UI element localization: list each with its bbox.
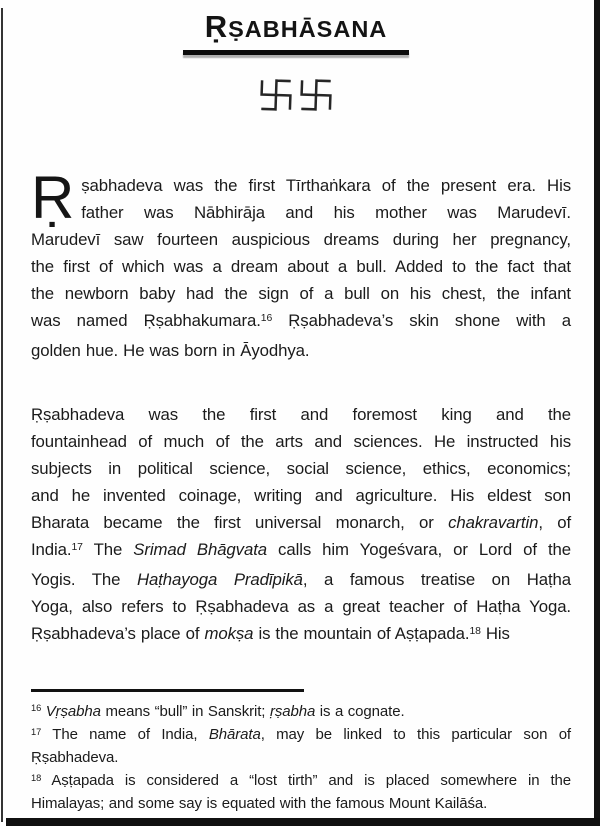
footnote [31, 724, 571, 770]
scan-left-edge-line [1, 8, 3, 822]
paragraphs [31, 164, 572, 650]
text-segment: Srimad Bhāgvata [133, 540, 267, 559]
footnote-marker: 18 [31, 772, 42, 783]
footnote-marker: 16 [260, 313, 273, 325]
scan-bottom-edge-bar [6, 818, 600, 826]
text-segment: father was Nābhirāja and his mother was Marudevī. [81, 203, 571, 222]
text-segment: Ṛṣabhadeva. [31, 749, 119, 767]
title-underline [183, 50, 409, 55]
text-segment: , of [538, 513, 572, 532]
page-title [0, 8, 592, 47]
text-line [31, 482, 571, 509]
text-line [31, 428, 571, 455]
text-segment: Ṛṣabhadeva’s place of [31, 624, 205, 643]
text-segment: fountainhead of much of the arts and sciences. He instructed his [31, 432, 571, 451]
text-line [31, 226, 571, 253]
text-segment: , a famous treatise on Haṭha [302, 570, 572, 589]
text-segment: ṛṣabha [269, 702, 316, 720]
body-text [31, 164, 572, 816]
text-segment: subjects in political science, social science, ethics, economics; [31, 459, 571, 478]
text-segment: Marudevī saw fourteen auspicious dreams during her pregnancy, [31, 230, 571, 249]
text-line [31, 566, 571, 593]
footnotes [31, 701, 571, 816]
text-segment: Ṛṣabhadeva was the first and foremost king and the [31, 405, 571, 424]
text-segment: Vṛṣabha [45, 702, 101, 720]
text-line [31, 620, 571, 650]
text-line [31, 701, 571, 724]
paragraph [31, 401, 571, 650]
text-segment: calls him Yogeśvara, or Lord of the [267, 540, 571, 559]
text-line [31, 253, 571, 280]
text-segment: His [480, 624, 510, 643]
paragraph [31, 164, 572, 364]
footnote [31, 770, 571, 816]
text-segment: The [82, 540, 134, 559]
text-segment: was named Ṛṣabhakumara. [31, 311, 261, 330]
text-segment: is a cognate. [315, 702, 405, 720]
text-segment: Yoga, also refers to Ṛṣabhadeva as a great teacher of Haṭha Yoga. [31, 597, 571, 616]
swastika-symbols [0, 77, 592, 117]
text-segment: , may be linked to this particular son of [260, 725, 571, 743]
swastika-icon [296, 76, 335, 113]
text-line [31, 536, 571, 566]
text-line [31, 307, 571, 337]
text-segment: Yogis. The [31, 570, 137, 589]
text-segment: India. [31, 540, 72, 559]
text-segment: mokṣa [204, 624, 254, 643]
text-segment: and he invented coinage, writing and agriculture. His eldest son [31, 486, 571, 505]
chapter-heading [0, 8, 592, 117]
page-title-rest: ṢABHĀSANA [228, 16, 388, 42]
text-line [31, 455, 571, 482]
text-line [31, 793, 571, 815]
text-segment: Haṭhayoga Pradīpikā [136, 570, 303, 589]
page-title-initial: Ṛ [204, 9, 229, 44]
footnote [31, 701, 571, 724]
scan-right-edge-bar [594, 0, 600, 826]
text-line [31, 199, 571, 226]
text-segment: Bharata became the first universal monarch, or [31, 513, 449, 532]
footnote-marker: 17 [31, 726, 42, 737]
text-line [31, 280, 571, 307]
text-segment: chakravartin [448, 513, 539, 532]
footnote-marker: 18 [469, 626, 481, 638]
text-line [31, 401, 571, 428]
footnote-separator-rule [31, 689, 304, 692]
text-segment: The name of India, [41, 725, 209, 743]
text-segment: Himalayas; and some say is equated with the famous Mount Kailāśa. [31, 795, 488, 813]
text-line [31, 172, 571, 199]
text-segment: golden hue. He was born in Āyodhya. [31, 341, 310, 360]
text-segment: Aṣṭapada is considered a “lost tirth” and is placed somewhere in the [41, 771, 571, 789]
drop-cap: Ṛ [31, 164, 75, 231]
text-line [31, 770, 571, 793]
text-line [31, 337, 571, 364]
text-segment: Ṛṣabhadeva’s skin shone with a [272, 311, 572, 330]
text-line [31, 747, 571, 769]
footnote-marker: 17 [71, 542, 83, 554]
text-segment: means “bull” in Sanskrit; [100, 702, 270, 720]
swastika-icon [257, 76, 296, 113]
text-line [31, 593, 571, 620]
text-line [31, 509, 571, 536]
text-segment: the newborn baby had the sign of a bull on his chest, the infant [31, 284, 571, 303]
footnote-marker: 16 [31, 703, 42, 714]
text-segment: is the mountain of Aṣṭapada. [253, 624, 470, 643]
text-segment: the first of which was a dream about a bull. Added to the fact that [31, 257, 571, 276]
text-line [31, 724, 571, 747]
text-segment: Bhārata [208, 725, 261, 743]
text-segment: ṣabhadeva was the first Tīrthaṅkara of the present era. His [81, 176, 571, 195]
